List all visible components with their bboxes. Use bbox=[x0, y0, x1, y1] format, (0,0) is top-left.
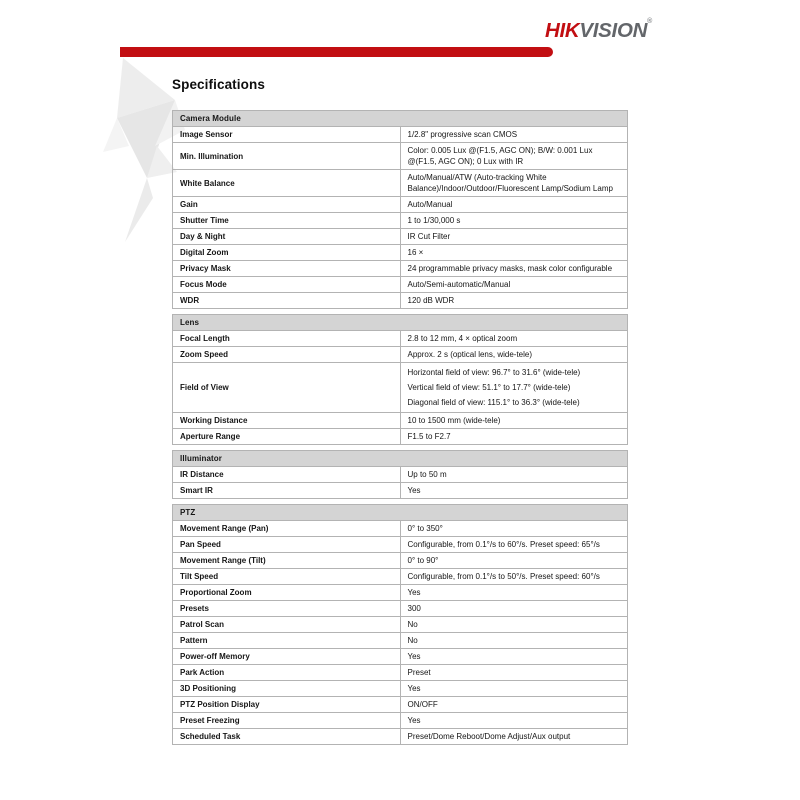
spec-value: ON/OFF bbox=[400, 697, 628, 713]
spec-value: Yes bbox=[400, 681, 628, 697]
spec-row bbox=[173, 467, 628, 483]
spec-value: F1.5 to F2.7 bbox=[400, 429, 628, 445]
spec-row bbox=[173, 729, 628, 745]
section-title: Illuminator bbox=[173, 451, 628, 467]
spec-value: Yes bbox=[400, 585, 628, 601]
spec-section-table bbox=[172, 314, 628, 445]
registered-mark-icon: ® bbox=[647, 18, 652, 25]
spec-row bbox=[173, 277, 628, 293]
spec-value: Color: 0.005 Lux @(F1.5, AGC ON); B/W: 0.001 Lux @(F1.5, AGC ON); 0 Lux with IR bbox=[400, 143, 628, 170]
spec-label: Privacy Mask bbox=[173, 261, 401, 277]
section-header-row bbox=[173, 111, 628, 127]
spec-label: Patrol Scan bbox=[173, 617, 401, 633]
spec-label: WDR bbox=[173, 293, 401, 309]
spec-label: Park Action bbox=[173, 665, 401, 681]
spec-value-line: Diagonal field of view: 115.1° to 36.3° (wide-tele) bbox=[407, 398, 580, 407]
spec-label: Aperture Range bbox=[173, 429, 401, 445]
spec-value: 0° to 90° bbox=[400, 553, 628, 569]
spec-row bbox=[173, 331, 628, 347]
spec-row bbox=[173, 143, 628, 170]
spec-row bbox=[173, 569, 628, 585]
spec-value: 2.8 to 12 mm, 4 × optical zoom bbox=[400, 331, 628, 347]
spec-label: White Balance bbox=[173, 170, 401, 197]
page-title: Specifications bbox=[172, 77, 265, 92]
spec-value: 16 × bbox=[400, 245, 628, 261]
spec-value: 1/2.8" progressive scan CMOS bbox=[400, 127, 628, 143]
spec-label: Shutter Time bbox=[173, 213, 401, 229]
spec-row bbox=[173, 681, 628, 697]
spec-label: Focus Mode bbox=[173, 277, 401, 293]
spec-row bbox=[173, 483, 628, 499]
spec-row bbox=[173, 537, 628, 553]
spec-label: Smart IR bbox=[173, 483, 401, 499]
spec-value: 120 dB WDR bbox=[400, 293, 628, 309]
spec-value: 1 to 1/30,000 s bbox=[400, 213, 628, 229]
spec-value: 24 programmable privacy masks, mask color configurable bbox=[400, 261, 628, 277]
spec-label: 3D Positioning bbox=[173, 681, 401, 697]
section-header-row bbox=[173, 451, 628, 467]
spec-value: Auto/Manual bbox=[400, 197, 628, 213]
spec-value: No bbox=[400, 617, 628, 633]
spec-row bbox=[173, 293, 628, 309]
spec-row bbox=[173, 713, 628, 729]
specifications-tables bbox=[172, 110, 628, 750]
section-title: Camera Module bbox=[173, 111, 628, 127]
spec-value bbox=[400, 363, 628, 413]
spec-value: 0° to 350° bbox=[400, 521, 628, 537]
spec-value: Configurable, from 0.1°/s to 60°/s. Preset speed: 65°/s bbox=[400, 537, 628, 553]
spec-label: Zoom Speed bbox=[173, 347, 401, 363]
spec-row bbox=[173, 601, 628, 617]
spec-value: Preset bbox=[400, 665, 628, 681]
spec-row bbox=[173, 229, 628, 245]
spec-value: IR Cut Filter bbox=[400, 229, 628, 245]
spec-row bbox=[173, 429, 628, 445]
spec-label: Pattern bbox=[173, 633, 401, 649]
spec-label: Pan Speed bbox=[173, 537, 401, 553]
spec-row bbox=[173, 521, 628, 537]
spec-value-line: Vertical field of view: 51.1° to 17.7° (wide-tele) bbox=[407, 383, 571, 392]
spec-label: Working Distance bbox=[173, 413, 401, 429]
spec-section-table bbox=[172, 110, 628, 309]
spec-label: Gain bbox=[173, 197, 401, 213]
spec-label: Field of View bbox=[173, 363, 401, 413]
spec-value: Approx. 2 s (optical lens, wide-tele) bbox=[400, 347, 628, 363]
spec-value: Yes bbox=[400, 649, 628, 665]
spec-row bbox=[173, 553, 628, 569]
spec-value: Up to 50 m bbox=[400, 467, 628, 483]
spec-label: Digital Zoom bbox=[173, 245, 401, 261]
spec-label: PTZ Position Display bbox=[173, 697, 401, 713]
spec-row bbox=[173, 127, 628, 143]
spec-row bbox=[173, 413, 628, 429]
spec-row bbox=[173, 245, 628, 261]
spec-row bbox=[173, 363, 628, 413]
spec-section-table bbox=[172, 504, 628, 745]
section-header-row bbox=[173, 315, 628, 331]
spec-label: Focal Length bbox=[173, 331, 401, 347]
section-title: PTZ bbox=[173, 505, 628, 521]
spec-label: Movement Range (Pan) bbox=[173, 521, 401, 537]
logo-text-hik: HIK bbox=[545, 19, 580, 42]
spec-label: Power-off Memory bbox=[173, 649, 401, 665]
spec-label: IR Distance bbox=[173, 467, 401, 483]
spec-value: Auto/Manual/ATW (Auto-tracking White Balance)/Indoor/Outdoor/Fluorescent Lamp/Sodium Lamp bbox=[400, 170, 628, 197]
spec-label: Movement Range (Tilt) bbox=[173, 553, 401, 569]
spec-row bbox=[173, 617, 628, 633]
spec-row bbox=[173, 665, 628, 681]
spec-row bbox=[173, 197, 628, 213]
brand-red-bar bbox=[120, 47, 553, 57]
spec-row bbox=[173, 633, 628, 649]
spec-row bbox=[173, 261, 628, 277]
spec-value: Configurable, from 0.1°/s to 50°/s. Preset speed: 60°/s bbox=[400, 569, 628, 585]
hikvision-logo bbox=[545, 18, 652, 43]
spec-row bbox=[173, 649, 628, 665]
section-header-row bbox=[173, 505, 628, 521]
spec-label: Proportional Zoom bbox=[173, 585, 401, 601]
spec-label: Day & Night bbox=[173, 229, 401, 245]
spec-value: 300 bbox=[400, 601, 628, 617]
spec-value: Preset/Dome Reboot/Dome Adjust/Aux output bbox=[400, 729, 628, 745]
spec-row bbox=[173, 585, 628, 601]
spec-row bbox=[173, 697, 628, 713]
spec-value: 10 to 1500 mm (wide-tele) bbox=[400, 413, 628, 429]
spec-label: Preset Freezing bbox=[173, 713, 401, 729]
spec-value: No bbox=[400, 633, 628, 649]
spec-row bbox=[173, 213, 628, 229]
logo-text-vision: VISION bbox=[579, 19, 648, 42]
spec-value-line: Horizontal field of view: 96.7° to 31.6° (wide-tele) bbox=[407, 368, 581, 377]
spec-label: Presets bbox=[173, 601, 401, 617]
spec-label: Image Sensor bbox=[173, 127, 401, 143]
spec-value: Auto/Semi-automatic/Manual bbox=[400, 277, 628, 293]
section-title: Lens bbox=[173, 315, 628, 331]
spec-value: Yes bbox=[400, 713, 628, 729]
spec-label: Scheduled Task bbox=[173, 729, 401, 745]
spec-label: Tilt Speed bbox=[173, 569, 401, 585]
spec-row bbox=[173, 347, 628, 363]
spec-section-table bbox=[172, 450, 628, 499]
spec-label: Min. Illumination bbox=[173, 143, 401, 170]
spec-row bbox=[173, 170, 628, 197]
spec-value: Yes bbox=[400, 483, 628, 499]
